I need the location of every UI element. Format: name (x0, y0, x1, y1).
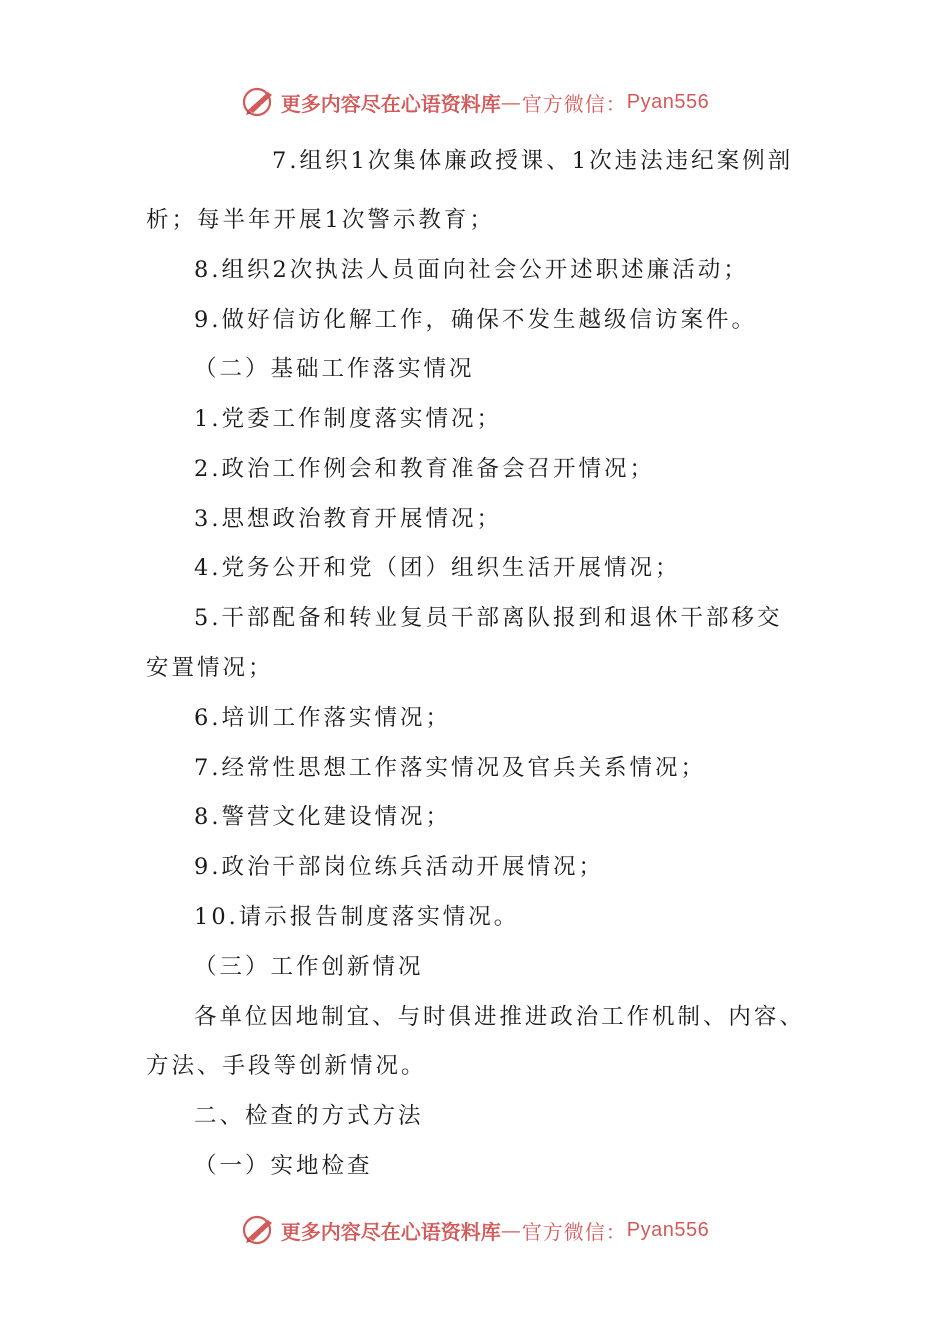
watermark-banner-bottom (0, 1210, 950, 1250)
body-line: 方法、手段等创新情况。 (146, 1053, 427, 1079)
body-line: 5.干部配备和转业复员干部离队报到和退休干部移交 (194, 605, 783, 631)
section-heading: （三）工作创新情况 (194, 954, 424, 980)
watermark-banner-top (0, 82, 950, 122)
pen-logo-icon (241, 1212, 277, 1248)
body-line: 2.政治工作例会和教育准备会召开情况； (194, 456, 655, 482)
banner-title: 更多内容尽在心语资料库 (280, 91, 501, 116)
body-line: 4.党务公开和党（团）组织生活开展情况； (194, 555, 681, 581)
section-heading: 二、检查的方式方法 (194, 1103, 424, 1129)
body-line: 安置情况； (146, 655, 274, 681)
body-line: 1.党委工作制度落实情况； (194, 406, 502, 432)
body-line: 9.政治干部岗位练兵活动开展情况； (194, 854, 604, 880)
section-heading: （二）基础工作落实情况 (194, 356, 475, 382)
banner-label: 官方微信： (521, 1219, 627, 1244)
banner-dash: — (500, 1218, 522, 1242)
body-line: 析；每半年开展1次警示教育； (146, 207, 495, 233)
body-line: 7.经常性思想工作落实情况及官兵关系情况； (194, 755, 706, 781)
banner-dash: — (500, 90, 522, 114)
body-line: 各单位因地制宜、与时俱进推进政治工作机制、内容、 (194, 1004, 805, 1030)
section-heading: （一）实地检查 (194, 1153, 373, 1179)
pen-logo-icon (241, 84, 277, 120)
body-line: 9.做好信访化解工作，确保不发生越级信访案件。 (194, 307, 757, 333)
banner-title: 更多内容尽在心语资料库 (280, 1219, 501, 1244)
banner-label: 官方微信： (521, 91, 627, 116)
body-line: 7.组织1次集体廉政授课、1次违法违纪案例剖 (272, 148, 794, 174)
body-line: 10.请示报告制度落实情况。 (194, 904, 520, 930)
body-line: 3.思想政治教育开展情况； (194, 506, 502, 532)
body-line: 8.组织2次执法人员面向社会公开述职述廉活动； (194, 257, 749, 283)
banner-wechat-id: Pyan556 (626, 90, 710, 113)
banner-wechat-id: Pyan556 (626, 1218, 710, 1241)
body-line: 6.培训工作落实情况； (194, 705, 451, 731)
body-line: 8.警营文化建设情况； (194, 804, 451, 830)
